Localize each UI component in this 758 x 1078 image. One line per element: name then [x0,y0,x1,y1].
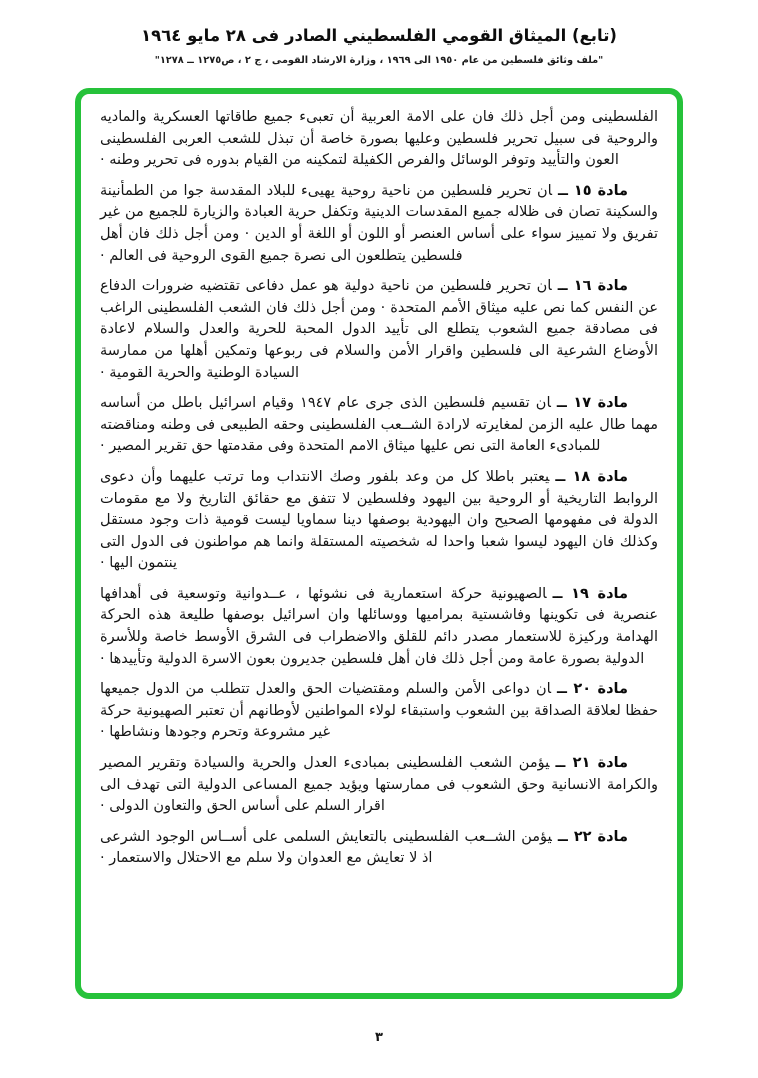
continuation-paragraph [100,107,658,172]
article-text: ان تقسيم فلسطين الذى جرى عام ١٩٤٧ وقيام اسرائيل باطل من أساسه مهما طال عليه الزمن لمغايرته لارادة الشــعب الفلسطينى وحقه الطبيعى فى وطنه ومناقضته للمبادىء العامة التى نص عليها ميثاق الامم المتحدة وفى مقدمتها حق تقرير المصير · [100,395,658,455]
article-text: يعتبر باطلا كل من وعد بلفور وصك الانتداب وما ترتب عليهما وأن دعوى الروابط التاريخية أو الروحية بين اليهود وفلسطين لا تتفق مع حقائق التاريخ ولا مع مقومات الدولة فى مفهومها الصحيح وان اليهودية بوصفها دينا سماويا ليست قومية ذات وجود مستقل وكذلك فان اليهود ليسوا شعبا واحدا له شخصيته المستقلة وانما هم مواطنون فى الدول التى ينتمون اليها · [100,468,658,572]
article-text: الصهيونية حركة استعمارية فى نشوئها ، عــدوانية وتوسعية فى أهدافها عنصرية فى تكوينها وفاشستية بمراميها ووسائلها وان اسرائيل بوصفها طليعة هذه الحركة الهدامة وركيزة للاستعمار مصدر دائم للقلق والاضطراب فى الشرق الأوسط خاصة وللأسرة الدولية بصورة عامة ومن أجل ذلك فان أهل فلسطين جديرون بعون الاسرة الدولية وتأييدها · [100,585,658,667]
article-number-label: مادة ١٦ ــ [557,278,628,295]
article-15-paragraph [100,181,658,267]
article-number-label: مادة ٢٢ ــ [557,828,628,845]
article-19-paragraph [100,584,658,670]
article-number-label: مادة ٢٠ ــ [557,681,628,698]
article-text: الفلسطينى ومن أجل ذلك فان على الامة العربية أن تعبىء جميع طاقاتها العسكرية والماديه والروحية فى سبيل تحرير فلسطين وعليها بصورة خاصة أن تبذل للشعب العربى الفلسطينى العون والتأييد وتوفر الوسائل والفرص الكفيلة لتمكينه من القيام بدوره فى تحرير وطنه · [100,109,658,169]
content-frame [75,88,683,999]
article-22-paragraph [100,827,658,870]
article-number-label: مادة ١٩ ــ [552,585,628,602]
article-20-paragraph [100,679,658,744]
article-17-paragraph [100,393,658,458]
page-header [0,26,758,66]
article-text: ان تحرير فلسطين من ناحية روحية يهيىء للبلاد المقدسة جوا من الطمأنينة والسكينة تصان فى ظلاله جميع المقدسات الدينية وتكفل حرية العبادة والزيارة للجميع من غير تفريق ولا تمييز سواء على أساس العنصر أو اللون أو اللغة أو الدين · ومن أجل ذلك فان أهل فلسطين يتطلعون الى نصرة جميع القوى الروحية فى العالم · [100,182,658,264]
article-16-paragraph [100,276,658,384]
source-citation: "ملف وثائق فلسطين من عام ١٩٥٠ الى ١٩٦٩ ، وزارة الارشاد القومى ، ج ٢ ، ص١٢٧٥ ــ ١٢٧٨" [154,55,604,66]
document-title: (تابع) الميثاق القومي الفلسطيني الصادر فى ٢٨ مايو ١٩٦٤ [141,26,617,45]
article-number-label: مادة ١٨ ــ [555,468,628,485]
article-text: يؤمن الشــعب الفلسطينى بالتعايش السلمى على أســاس الوجود الشرعى اذ لا تعايش مع العدوان ولا سلم مع الاحتلال والاستعمار · [100,828,552,867]
article-number-label: مادة ١٥ ــ [558,182,628,199]
article-21-paragraph [100,753,658,818]
article-number-label: مادة ١٧ ــ [556,395,628,412]
article-18-paragraph [100,467,658,575]
article-number-label: مادة ٢١ ــ [555,755,628,772]
page-number: ٣ [375,1030,383,1045]
article-text: ان دواعى الأمن والسلم ومقتضيات الحق والعدل تتطلب من الدول جميعها حفظا لعلاقة الصداقة بين الشعوب واستبقاء لولاء المواطنين لأوطانهم أن تعتبر الصهيونية حركة غير مشروعة وتحرم وجودها ونشاطها · [100,681,658,741]
article-text: ان تحرير فلسطين من ناحية دولية هو عمل دفاعى تقتضيه ضرورات الدفاع عن النفس كما نص عليه ميثاق الأمم المتحدة · ومن أجل ذلك فان الشعب الفلسطينى الراغب فى مصادقة جميع الشعوب يتطلع الى تأييد الدول المحبة للحرية والعدل والسلام لاعادة الأوضاع الشرعية الى فلسطين واقرار الأمن والسلام فى ربوعها وتمكين أهلها من ممارسة السيادة الوطنية والحرية القومية · [100,278,658,381]
article-text: يؤمن الشعب الفلسطينى بمبادىء العدل والحرية والسيادة وتقرير المصير والكرامة الانسانية وحق الشعوب فى ممارستها ويؤيد جميع المساعى الدولية التى تهدف الى اقرار السلم على أساس الحق والتعاون الدولى · [100,755,658,815]
